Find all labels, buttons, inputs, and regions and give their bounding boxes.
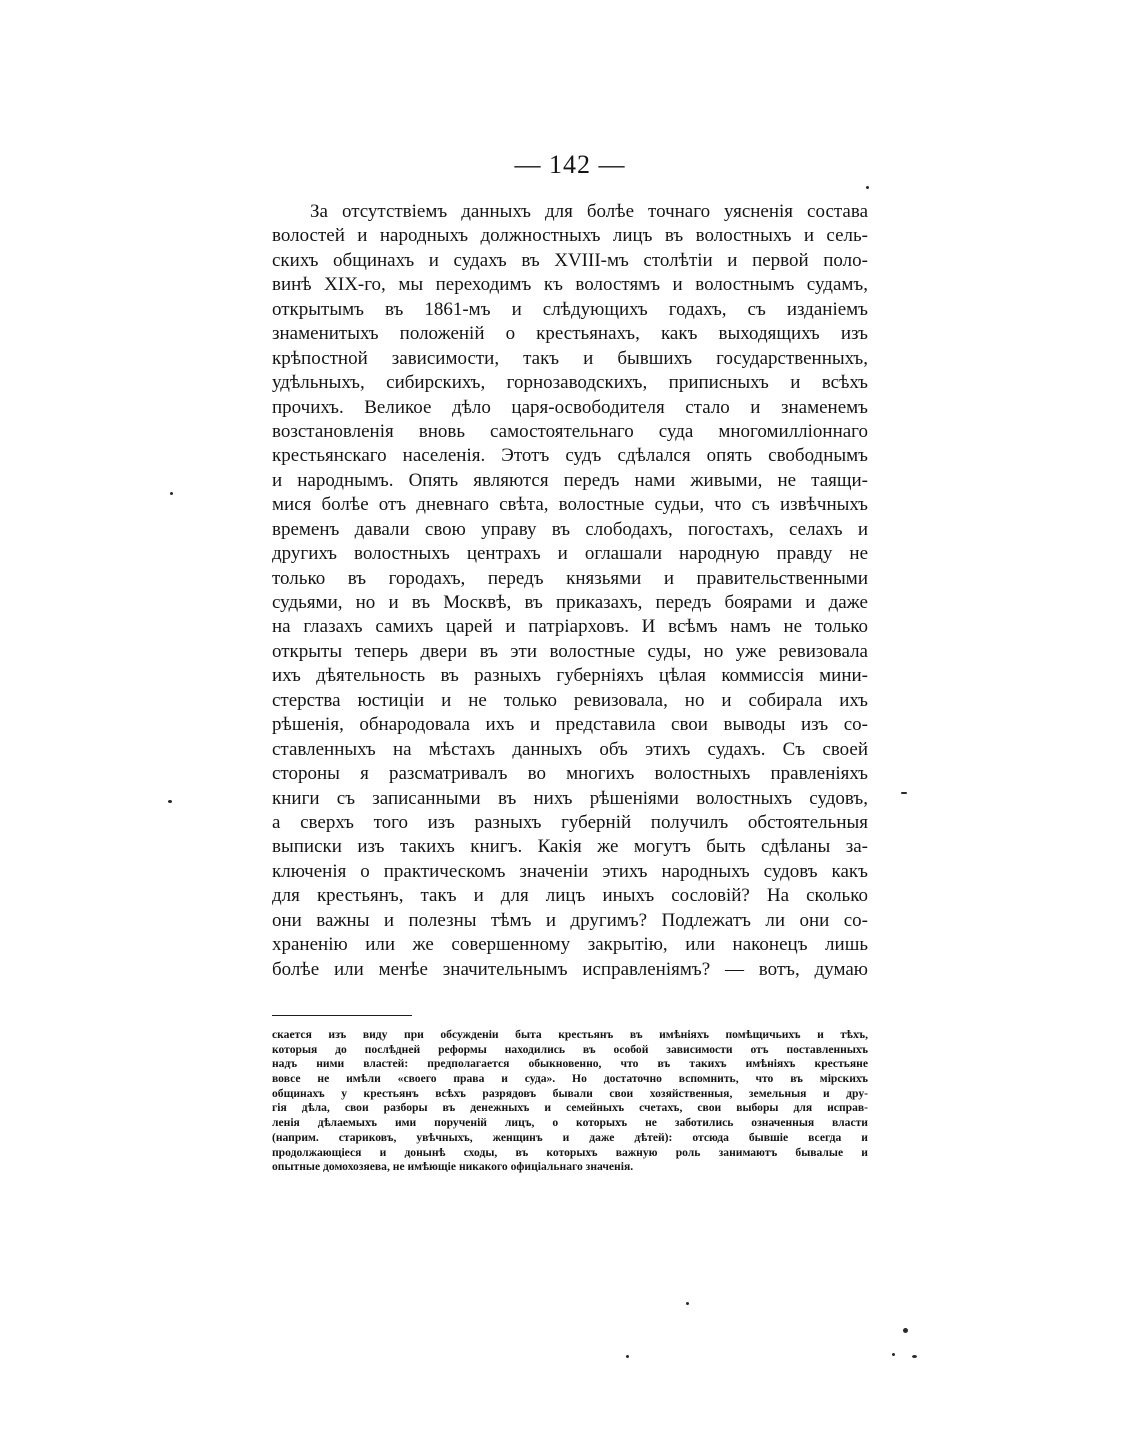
footnote-line: скается изъ виду при обсужденіи быта крестьянъ въ имѣніяхъ помѣщичьихъ и тѣхъ,	[272, 1028, 868, 1041]
text-line: открытымъ въ 1861-мъ и слѣдующихъ годахъ, съ изданіемъ	[272, 298, 868, 320]
scan-speck	[892, 1353, 895, 1356]
scan-speck	[168, 800, 172, 803]
text-line: винѣ XIX-го, мы переходимъ къ волостямъ и волостнымъ судамъ,	[272, 274, 868, 296]
text-line: рѣшенія, обнародовала ихъ и представила свои выводы изъ со-	[272, 714, 868, 736]
text-line: временъ давали свою управу въ слободахъ, погостахъ, селахъ и	[272, 518, 868, 540]
text-line: и народнымъ. Опять являются передъ нами живыми, не таящи-	[272, 469, 868, 491]
text-line: другихъ волостныхъ центрахъ и оглашали народную правду не	[272, 543, 868, 565]
scan-speck	[866, 186, 869, 189]
footnote-line: вовсе не имѣли «своего права и суда». Но достаточно вспомнить, что въ мірскихъ	[272, 1072, 868, 1086]
footnote	[272, 1028, 868, 1175]
footnote-line: опытные домохозяева, не имѣющіе никакого офиціальнаго значенія.	[272, 1160, 634, 1174]
scan-speck	[686, 1302, 689, 1305]
scan-speck	[170, 492, 173, 495]
text-line: на глазахъ самихъ царей и патріарховъ. И всѣмъ намъ не только	[272, 616, 868, 638]
text-line: только въ городахъ, передъ князьями и правительственными	[272, 567, 868, 589]
page-number: — 142 —	[514, 150, 626, 179]
text-line: скихъ общинахъ и судахъ въ XVIII-мъ столѣтіи и первой поло-	[272, 249, 868, 271]
text-line: а сверхъ того изъ разныхъ губерній получилъ обстоятельныя	[272, 811, 868, 833]
text-line: они важны и полезны тѣмъ и другимъ? Подлежатъ ли они со-	[272, 909, 868, 931]
footnote-line: ленія дѣлаемыхъ ими порученій лицъ, о которыхъ не заботились означенныя власти	[272, 1116, 868, 1130]
text-line: ключенія о практическомъ значеніи этихъ народныхъ судовъ какъ	[272, 860, 868, 882]
footnote-line: продолжающіеся и донынѣ сходы, въ которыхъ важную роль занимаютъ бывалые и	[272, 1145, 868, 1159]
text-line: для крестьянъ, такъ и для лицъ иныхъ сословій? На сколько	[272, 885, 868, 907]
text-line: ставленныхъ на мѣстахъ данныхъ объ этихъ судахъ. Съ своей	[272, 738, 868, 760]
footnote-line: которыя до послѣдней реформы находились въ особой зависимости отъ поставленныхъ	[272, 1042, 868, 1056]
text-line: знаменитыхъ положеній о крестьянахъ, какъ выходящихъ изъ	[272, 323, 868, 345]
text-line: прочихъ. Великое дѣло царя-освободителя стало и знаменемъ	[272, 396, 868, 418]
text-line: храненію или же совершенному закрытію, или наконецъ лишь	[272, 934, 868, 956]
text-line: За отсутствіемъ данныхъ для болѣе точнаго уясненія состава	[310, 201, 868, 222]
text-line: стерства юстиціи и не только ревизовала, но и собирала ихъ	[272, 689, 868, 711]
scan-speck	[903, 1328, 908, 1333]
scan-speck	[912, 1355, 917, 1358]
text-line: болѣе или менѣе значительнымъ исправленіямъ? — вотъ, думаю	[272, 958, 868, 980]
text-line: возстановленія вновь самостоятельнаго суда многомилліоннаго	[272, 420, 868, 442]
footnote-line: общинахъ у крестьянъ всѣхъ разрядовъ бывали свои хозяйственныя, земельныя и дру-	[272, 1086, 868, 1100]
text-line: удѣльныхъ, сибирскихъ, горнозаводскихъ, приписныхъ и всѣхъ	[272, 372, 868, 394]
scan-speck	[901, 792, 907, 794]
text-line: стороны я разсматривалъ во многихъ волостныхъ правленіяхъ	[272, 763, 868, 785]
footnote-line: надъ ними властей: предполагается обыкновенно, что въ такихъ имѣніяхъ крестьяне	[272, 1057, 868, 1071]
text-line: крѣпостной зависимости, такъ и бывшихъ государственныхъ,	[272, 347, 868, 369]
main-text	[272, 200, 868, 982]
footnote-line: (наприм. стариковъ, увѣчныхъ, женщинъ и даже дѣтей): отсюда бывшіе всегда и	[272, 1130, 868, 1144]
footnote-divider	[272, 1015, 412, 1016]
text-line: крестьянскаго населенія. Этотъ судъ сдѣлался опять свободнымъ	[272, 445, 868, 467]
text-line: выписки изъ такихъ книгъ. Какія же могутъ быть сдѣланы за-	[272, 836, 868, 858]
text-line: волостей и народныхъ должностныхъ лицъ въ волостныхъ и сель-	[272, 225, 868, 247]
footnote-line: гія дѣла, свои разборы въ денежныхъ и семейныхъ счетахъ, свои выборы для исправ-	[272, 1101, 868, 1115]
text-line: ихъ дѣятельность въ разныхъ губерніяхъ цѣлая коммиссія мини-	[272, 665, 868, 687]
text-line: судьями, но и въ Москвѣ, въ приказахъ, передъ боярами и даже	[272, 592, 868, 613]
text-line: открыты теперь двери въ эти волостные суды, но уже ревизовала	[272, 640, 868, 662]
text-line: мися болѣе отъ дневнаго свѣта, волостные судьи, что съ извѣчныхъ	[272, 494, 868, 516]
text-line: книги съ записанными въ нихъ рѣшеніями волостныхъ судовъ,	[272, 787, 868, 809]
scan-speck	[626, 1355, 629, 1358]
